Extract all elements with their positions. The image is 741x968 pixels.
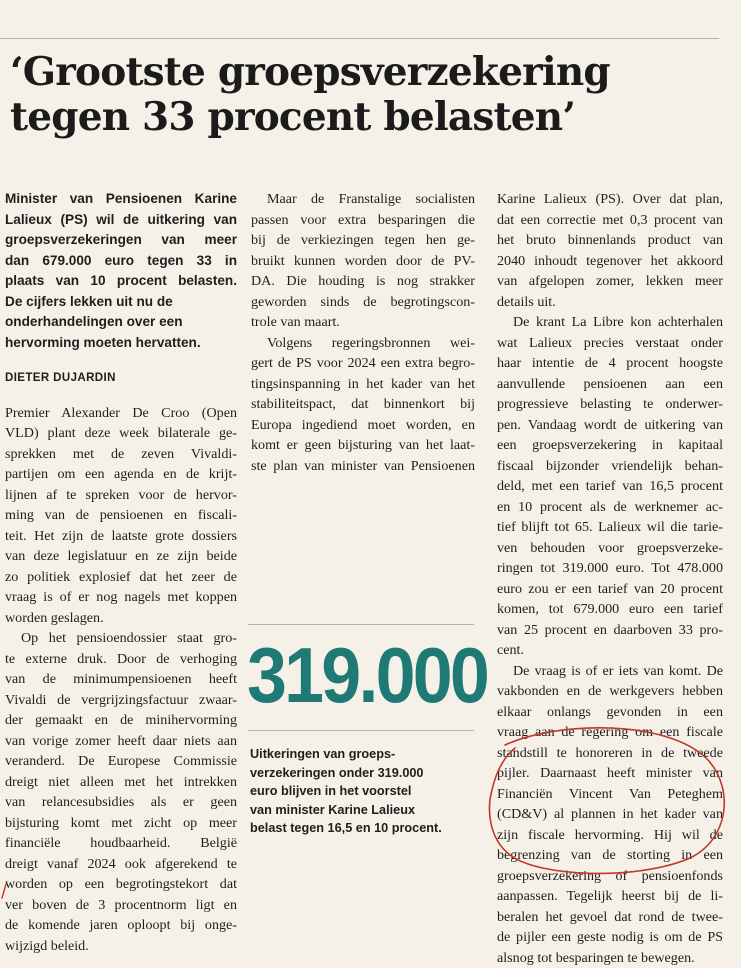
body-paragraph	[5, 403, 237, 629]
text-line: Maar de Franstalige socialisten	[251, 189, 475, 210]
text-line: sprekken met de zeven Vivaldi-	[5, 444, 237, 465]
text-line: De vraag is of er iets van komt. De	[497, 661, 723, 682]
headline	[10, 50, 710, 140]
text-line: van relancesubsidies als er geen	[5, 792, 237, 813]
text-line: de pijler een geste nodig is om de PS	[497, 927, 723, 948]
text-line: tief blijft tot 65. Lalieux wil die tarie-	[497, 517, 723, 538]
text-line: euro zou er een tarief van 20 procent	[497, 579, 723, 600]
byline: DIETER DUJARDIN	[5, 368, 237, 389]
text-line: zo politiek explosief dat het zeer de	[5, 567, 237, 588]
text-line: komt er geen bijsturing van het laat-	[251, 435, 475, 456]
text-line: zijn fiscale hervorming. Hij wil de	[497, 825, 723, 846]
text-line: euro blijven in het voorstel	[250, 782, 474, 801]
text-line: hervorming moeten hervatten.	[5, 333, 237, 354]
text-line: Uitkeringen van groeps-	[250, 745, 474, 764]
text-line: dreigt vanaf 2024 ook afgerekend te	[5, 854, 237, 875]
text-line: haar intentie de 4 procent hoogste	[497, 353, 723, 374]
text-line: beralen het gevoel dat rond de twee-	[497, 907, 723, 928]
text-line: groepsverzekering of pensioenfonds	[497, 866, 723, 887]
text-line: plaats van 10 procent belasten.	[5, 271, 237, 292]
text-line: teit. Het zijn de laatste grote dossiers	[5, 526, 237, 547]
text-line: bijsturing komt met zicht op meer	[5, 813, 237, 834]
body-paragraph	[497, 189, 723, 312]
text-line: ming van de pensioenen en fiscali-	[5, 505, 237, 526]
text-line: trole van maart.	[251, 312, 475, 333]
column-3	[497, 189, 723, 968]
text-line: progressieve belasting te onderwer-	[497, 394, 723, 415]
headline-line-1: ‘Grootste groepsverzekering	[10, 50, 710, 95]
text-line: Volgens regeringsbronnen wei-	[251, 333, 475, 354]
body-paragraph	[251, 333, 475, 477]
text-line: wijzigd beleid.	[5, 936, 237, 957]
callout-number: 319.000	[247, 630, 487, 720]
body-paragraph	[5, 628, 237, 956]
text-line: worden op een begrotingstekort dat	[5, 874, 237, 895]
text-line: deld, met een tarief van 16,5 procent	[497, 476, 723, 497]
text-line: te externe druk. Door de verhoging	[5, 649, 237, 670]
text-line: Financiën Vincent Van Peteghem	[497, 784, 723, 805]
body-paragraph	[497, 312, 723, 661]
text-line: wat Lalieux precies verstaat onder	[497, 333, 723, 354]
text-line: de komende jaren oploopt bij onge-	[5, 915, 237, 936]
callout-bottom-rule	[248, 730, 474, 731]
column-1	[5, 189, 237, 956]
text-line: pen. Vandaag wordt de uitkering van	[497, 415, 723, 436]
text-line: fiscaal bijzonder vriendelijk behan-	[497, 456, 723, 477]
lead-paragraph	[5, 189, 237, 353]
text-line: ven behouden voor groepsverzeke-	[497, 538, 723, 559]
text-line: bruikt kunnen worden door de PV-	[251, 251, 475, 272]
text-line: groepsverzekeringen van meer	[5, 230, 237, 251]
text-line: verzekeringen onder 319.000	[250, 764, 474, 783]
text-line: financiële houdbaarheid. België	[5, 833, 237, 854]
callout-caption	[250, 745, 474, 838]
text-line: ver boven de 3 procentnorm ligt en	[5, 895, 237, 916]
text-line: vraag aan de regering om een fiscale	[497, 722, 723, 743]
text-line: Op het pensioendossier staat gro-	[5, 628, 237, 649]
column-2	[251, 189, 475, 476]
body-paragraph	[251, 189, 475, 333]
text-line: Europa ingediend moet worden, en	[251, 415, 475, 436]
text-line: gert de PS voor 2024 een extra begro-	[251, 353, 475, 374]
text-line: van minister Karine Lalieux	[250, 801, 474, 820]
text-line: aanvullende pensioenen aan een	[497, 374, 723, 395]
text-line: standstill te honoreren in de tweede	[497, 743, 723, 764]
text-line: van vorige zomer heeft daar niets aan	[5, 731, 237, 752]
text-line: (CD&V) al plannen in het kader van	[497, 804, 723, 825]
text-line: cent.	[497, 640, 723, 661]
text-line: details uit.	[497, 292, 723, 313]
text-line: aanpassen. Tegelijk heerst bij de li-	[497, 886, 723, 907]
text-line: Premier Alexander De Croo (Open	[5, 403, 237, 424]
text-line: vraag is of er nog nagels met koppen	[5, 587, 237, 608]
text-line: De cijfers lekken uit nu de	[5, 292, 237, 313]
text-line: bij de verkiezingen tegen hen ge-	[251, 230, 475, 251]
text-line: van de minimumpensioenen heeft	[5, 669, 237, 690]
text-line: een groepsverzekering in kapitaal	[497, 435, 723, 456]
text-line: en 10 procent als de werknemer ac-	[497, 497, 723, 518]
text-line: belast tegen 16,5 en 10 procent.	[250, 819, 474, 838]
body-paragraph	[497, 661, 723, 968]
text-line: lijnen af te spreken voor de hervor-	[5, 485, 237, 506]
text-line: Minister van Pensioenen Karine	[5, 189, 237, 210]
text-line: vakbonden en de werkgevers hebben	[497, 681, 723, 702]
text-line: 2040 inhoudt tegenover het akkoord	[497, 251, 723, 272]
text-line: Karine Lalieux (PS). Over dat plan,	[497, 189, 723, 210]
text-line: dreigt niet alleen met het intrekken	[5, 772, 237, 793]
text-line: dan 679.000 euro tegen 33 in	[5, 251, 237, 272]
text-line: ste plan van minister van Pensioenen	[251, 456, 475, 477]
text-line: begrenzing van de storting in een	[497, 845, 723, 866]
text-line: dat een correctie met 0,3 procent van	[497, 210, 723, 231]
text-line: alsnog tot besparingen te bewegen.	[497, 948, 723, 968]
text-line: het bruto binnenlands product van	[497, 230, 723, 251]
top-rule	[0, 38, 719, 39]
text-line: geworden sinds de begrotingscon-	[251, 292, 475, 313]
text-line: Lalieux (PS) wil de uitkering van	[5, 210, 237, 231]
text-line: elkaar onlangs gevonden in een	[497, 702, 723, 723]
text-line: van afgelopen zomer, lekken meer	[497, 271, 723, 292]
text-line: pijler. Daarnaast heeft minister van	[497, 763, 723, 784]
callout-top-rule	[248, 624, 474, 625]
headline-line-2: tegen 33 procent belasten’	[10, 95, 710, 140]
text-line: veranderd. De Europese Commissie	[5, 751, 237, 772]
text-line: De krant La Libre kon achterhalen	[497, 312, 723, 333]
text-line: tingsinspanning in het kader van het	[251, 374, 475, 395]
text-line: onderhandelingen over een	[5, 312, 237, 333]
text-line: worden geslagen.	[5, 608, 237, 629]
text-line: passen voor extra besparingen die	[251, 210, 475, 231]
text-line: ringen tot 319.000 euro. Tot 478.000	[497, 558, 723, 579]
text-line: van deze legislatuur en ze zijn beide	[5, 546, 237, 567]
text-line: Vivaldi de vergrijzingsfactuur zwaar-	[5, 690, 237, 711]
text-line: DA. Die houding is nog strakker	[251, 271, 475, 292]
text-line: komen, tot 679.000 euro een tarief	[497, 599, 723, 620]
text-line: partijen om een agenda en de krijt-	[5, 464, 237, 485]
text-line: der gemaakt en de minihervorming	[5, 710, 237, 731]
text-line: van 25 procent en daarboven 33 pro-	[497, 620, 723, 641]
text-line: stabiliteitspact, dat binnenkort bij	[251, 394, 475, 415]
text-line: VLD) plant deze week bilaterale ge-	[5, 423, 237, 444]
